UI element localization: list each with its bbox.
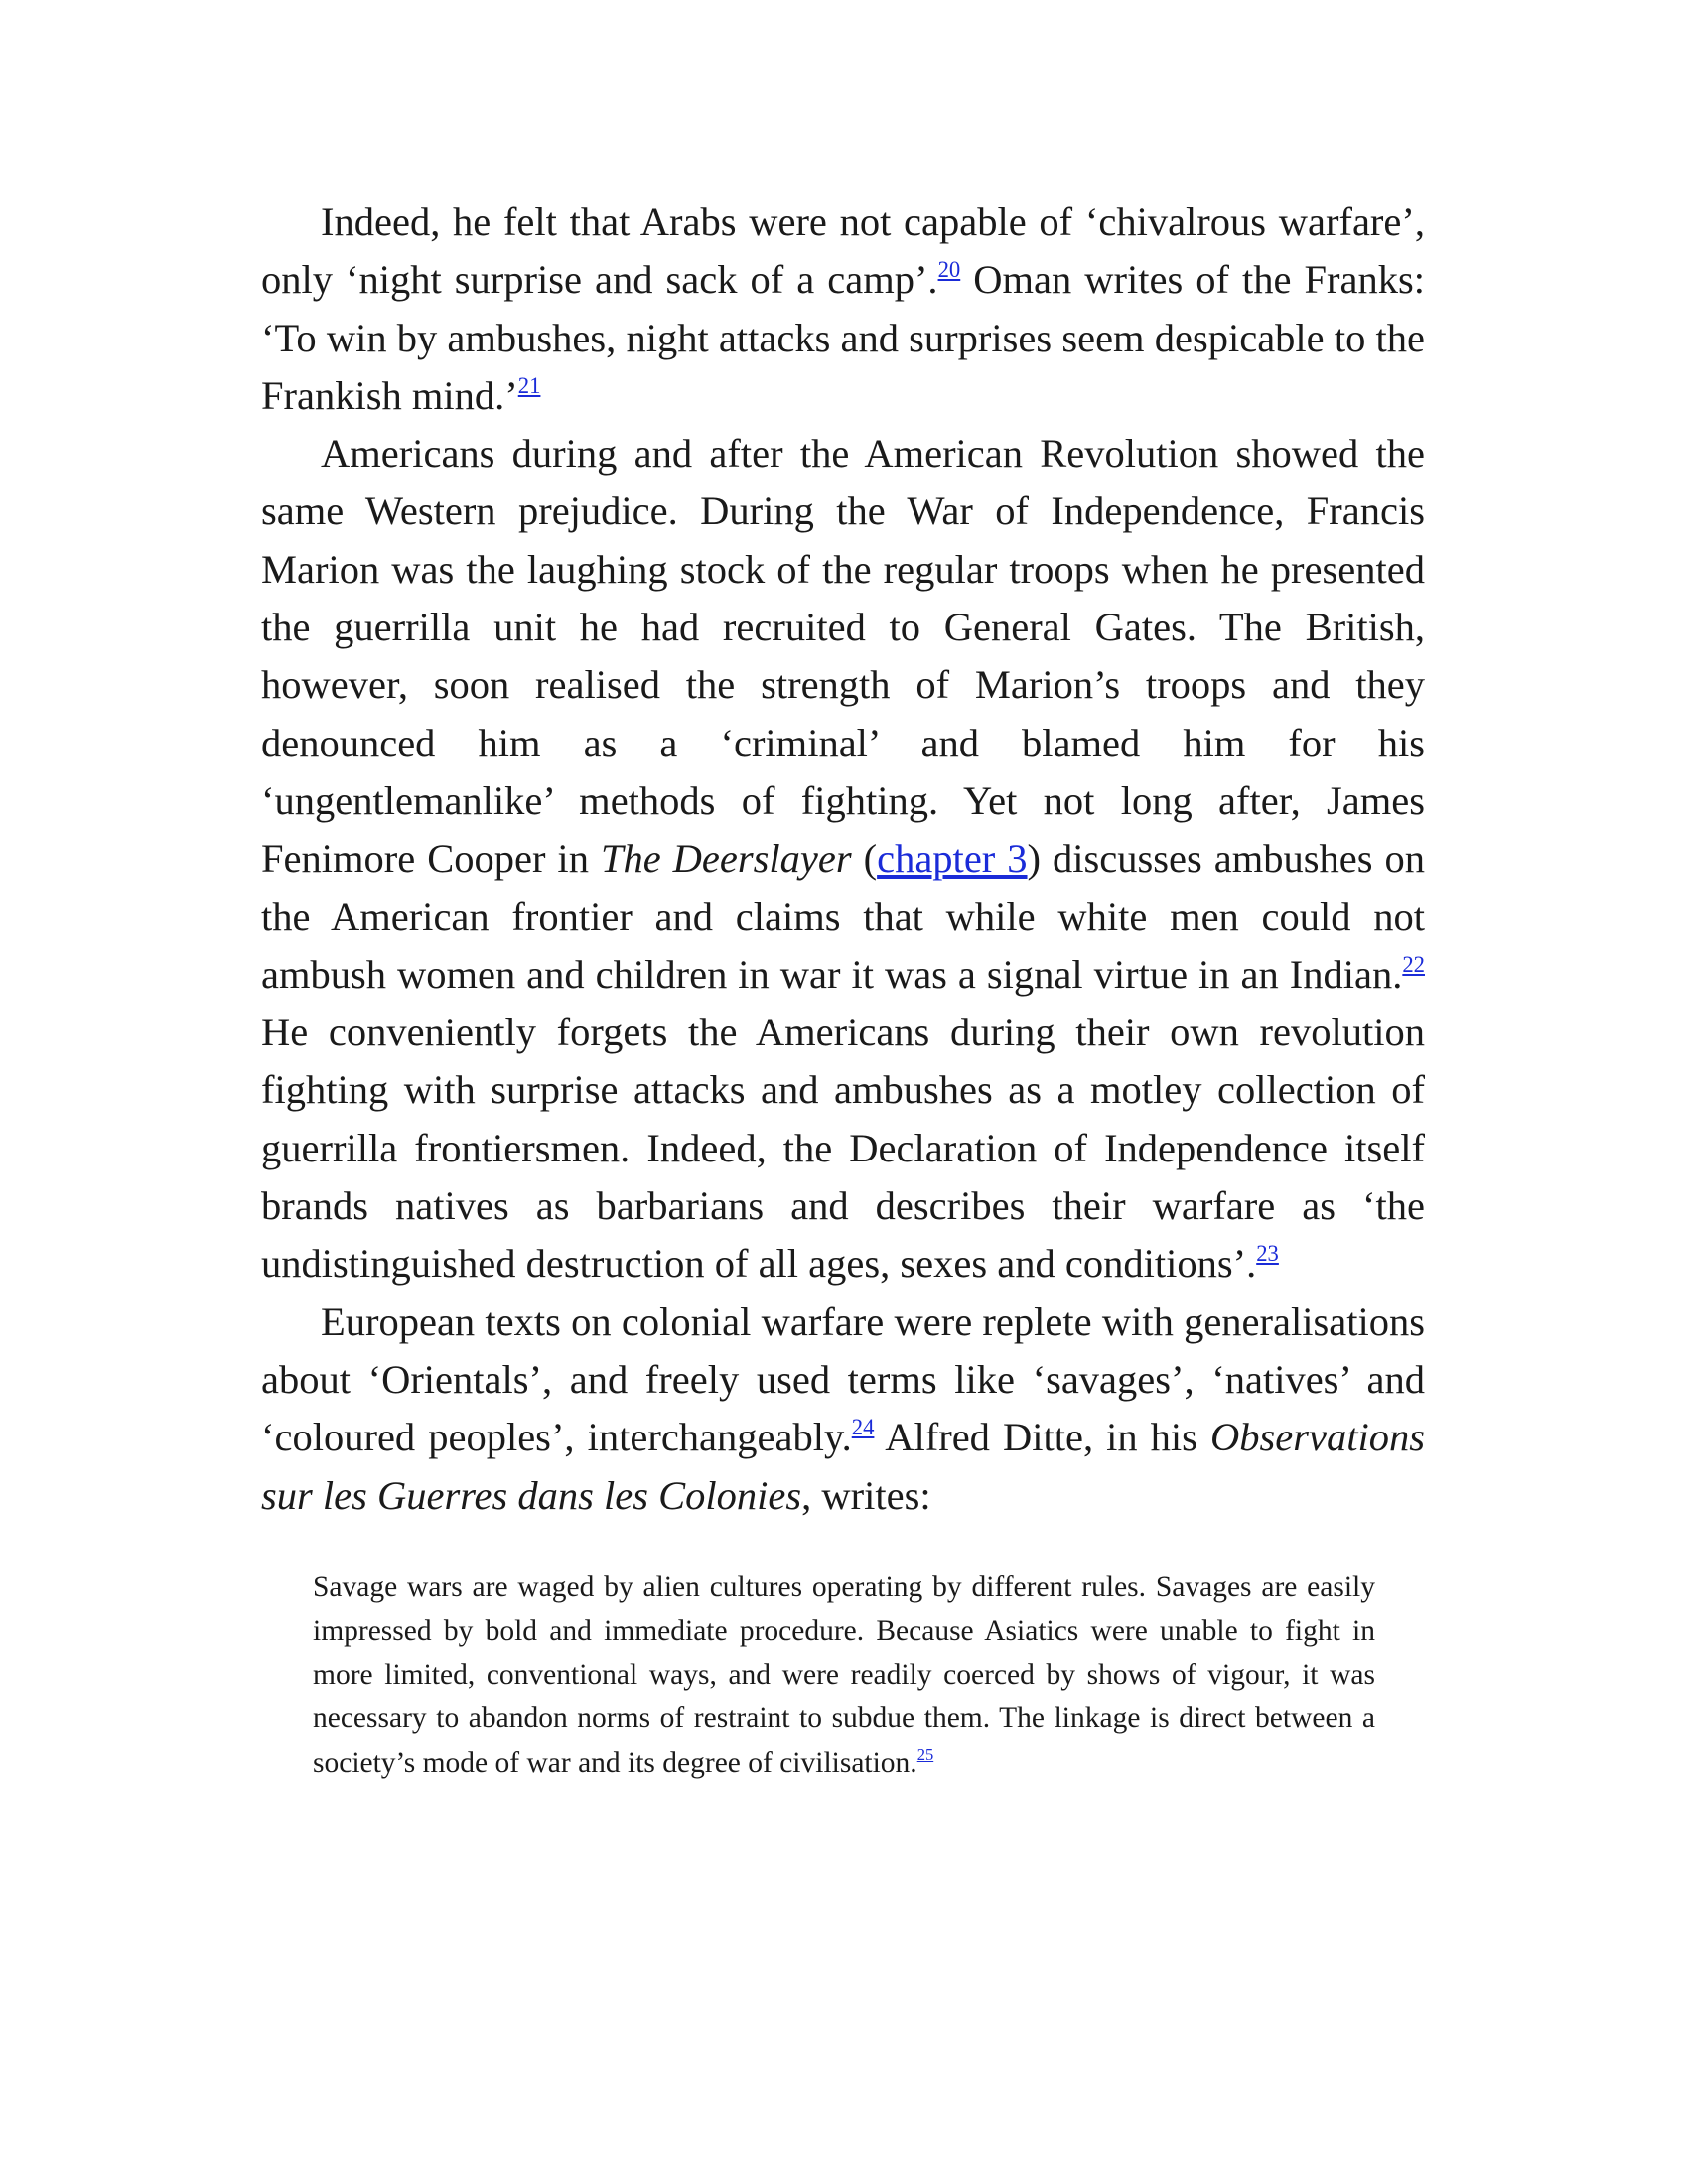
footnote-ref-25[interactable]: 25 xyxy=(916,1744,934,1764)
paragraph-1-text-b: Oman writes of the Franks: ‘To win by ambushes, night attacks and surprises seem despicable to the Frankish mind.’ xyxy=(261,257,1425,418)
paragraph-3 xyxy=(261,1294,1425,1525)
chapter-3-link[interactable]: chapter 3 xyxy=(877,836,1028,882)
book-title-observations: Observations sur les Guerres dans les Colonies xyxy=(261,1415,1425,1518)
book-title-deerslayer: The Deerslayer xyxy=(600,836,852,882)
paragraph-2 xyxy=(261,425,1425,1293)
paragraph-2-text-b: ( xyxy=(851,836,878,882)
page-body xyxy=(261,194,1425,1785)
paragraph-2-text-c: ) discusses ambushes on the American frontier and claims that while white men could not ambush women and children in war it was a signal virtue in an Indian. xyxy=(261,836,1425,997)
paragraph-2-text-d: He conveniently forgets the Americans during their own revolution fighting with surprise attacks and ambushes as a motley collection of guerrilla frontiersmen. Indeed, the Declaration of Independence itself brands natives as barbarians and describes their warfare as ‘the undistinguished destruction of all ages, sexes and conditions’. xyxy=(261,1010,1425,1287)
footnote-ref-24[interactable]: 24 xyxy=(851,1414,875,1439)
footnote-ref-22[interactable]: 22 xyxy=(1402,951,1425,977)
paragraph-2-text-a: Americans during and after the American Revolution showed the same Western prejudice. During the War of Independence, Francis Marion was the laughing stock of the regular troops when he presented the guerrilla unit he had recruited to General Gates. The British, however, soon realised the strength of Marion’s troops and they denounced him as a ‘criminal’ and blamed him for his ‘ungentlemanlike’ methods of fighting. Yet not long after, James Fenimore Cooper in xyxy=(261,431,1425,882)
blockquote-text: Savage wars are waged by alien cultures operating by different rules. Savages are easily impressed by bold and immediate procedure. Because Asiatics were unable to fight in more limited, conventional ways, and were readily coerced by shows of vigour, it was necessary to abandon norms of restraint to subdue them. The linkage is direct between a society’s mode of war and its degree of civilisation. xyxy=(313,1570,1375,1779)
paragraph-3-text-c: , writes: xyxy=(801,1472,931,1518)
paragraph-1 xyxy=(261,194,1425,425)
footnote-ref-23[interactable]: 23 xyxy=(1256,1241,1279,1267)
paragraph-3-text-b: Alfred Ditte, in his xyxy=(874,1415,1210,1460)
footnote-ref-21[interactable]: 21 xyxy=(517,372,541,398)
footnote-ref-20[interactable]: 20 xyxy=(937,256,961,282)
paragraph-3-text-a: European texts on colonial warfare were replete with generalisations about ‘Orientals’, and freely used terms like ‘savages’, ‘natives’ and ‘coloured peoples’, interchangeably. xyxy=(261,1298,1425,1460)
blockquote xyxy=(313,1566,1375,1785)
paragraph-1-text-a: Indeed, he felt that Arabs were not capable of ‘chivalrous warfare’, only ‘night surprise and sack of a camp’. xyxy=(261,200,1425,303)
